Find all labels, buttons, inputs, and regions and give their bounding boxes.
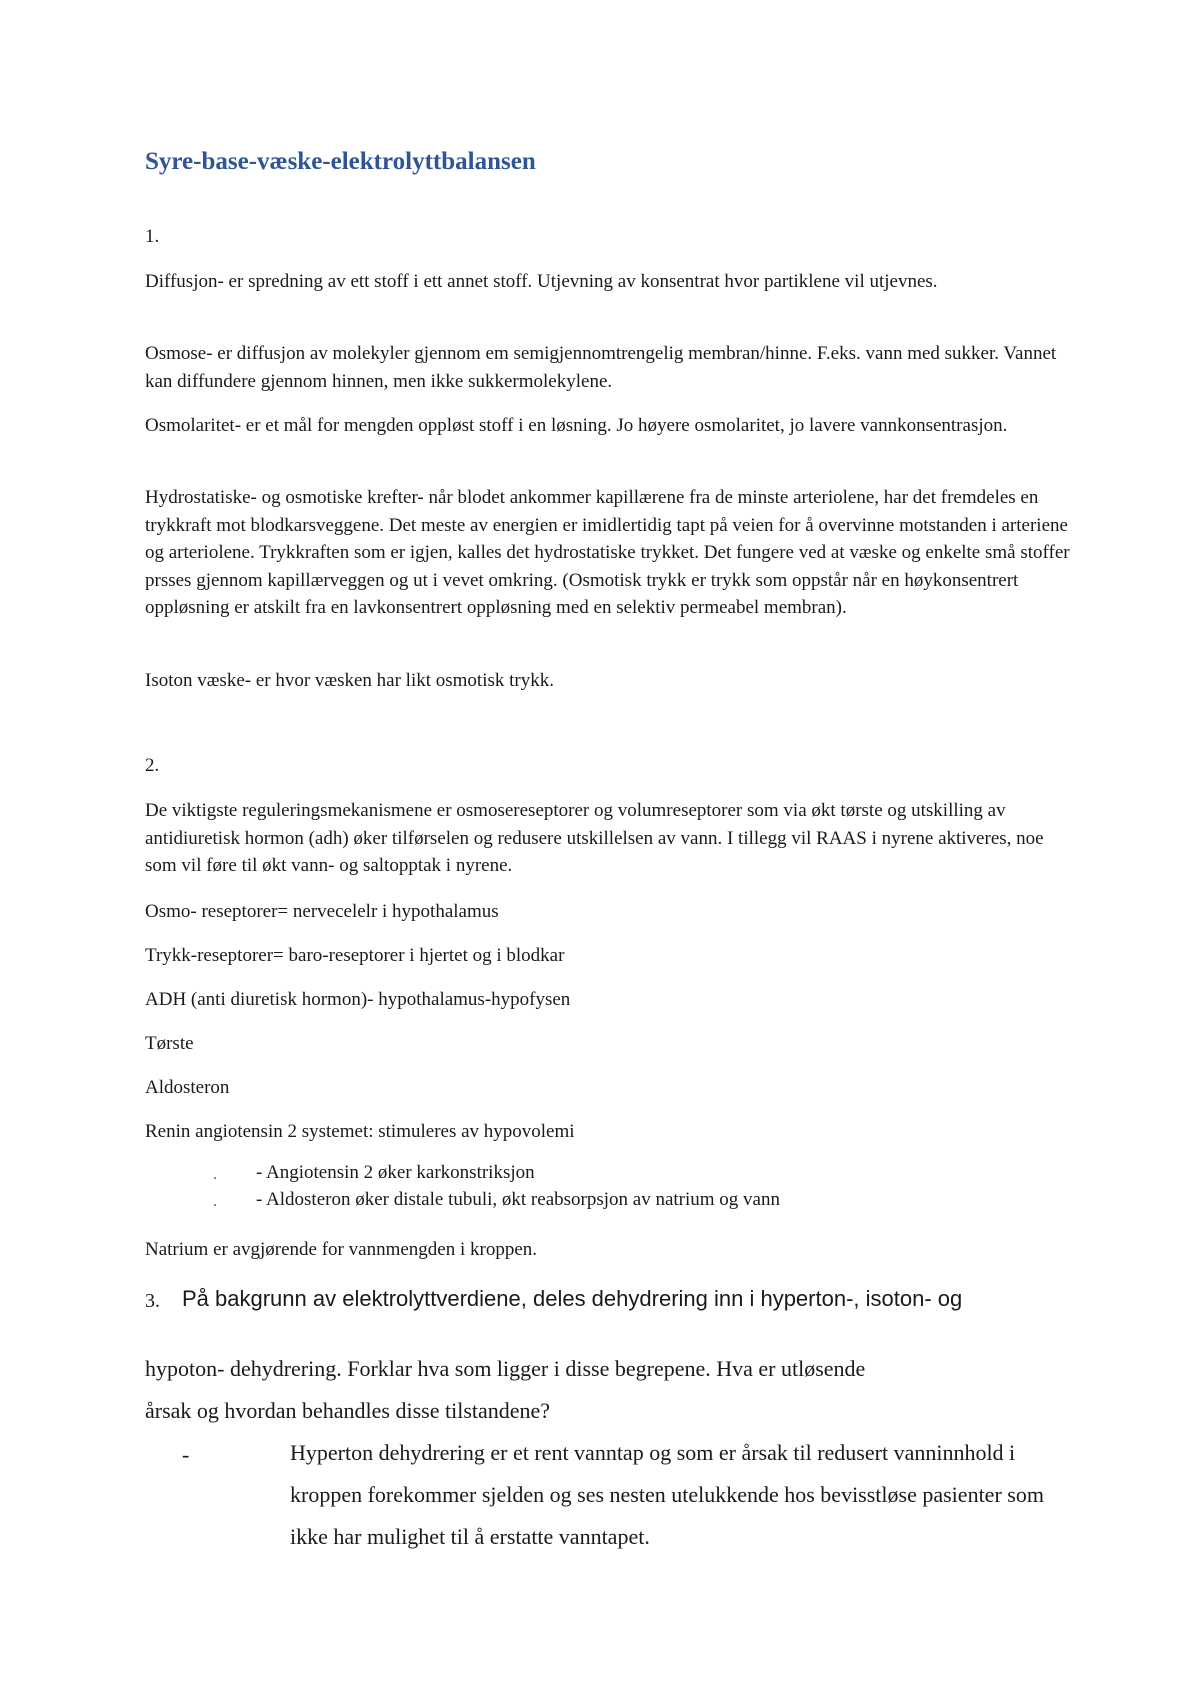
section-1-number: 1. [145,226,160,247]
line-osmo-reseptorer: Osmo- reseptorer= nervecelelr i hypothalamus [145,901,499,922]
line-aldosteron: Aldosteron [145,1077,230,1098]
section-2-number: 2. [145,755,160,776]
paragraph-isoton: Isoton væske- er hvor væsken har likt osmotisk trykk. [145,670,554,691]
document-title: Syre-base-væske-elektrolyttbalansen [145,148,536,175]
line-renin-angiotensin: Renin angiotensin 2 systemet: stimuleres av hypovolemi [145,1121,575,1142]
question-3-line-2: hypoton- dehydrering. Forklar hva som ligger i disse begrepene. Hva er utløsende [145,1356,866,1381]
answer-hyperton: Hyperton dehydrering er et rent vanntap og som er årsak til redusert vanninnhold i kroppen forekommer sjelden og ses nesten utelukkende hos bevisstløse pasienter som ikke har mulighet til å erstatte vanntapet. [290,1440,1044,1549]
question-3-line-3: årsak og hvordan behandles disse tilstandene? [145,1398,551,1423]
paragraph-natrium: Natrium er avgjørende for vannmengden i kroppen. [145,1239,538,1260]
bullet-marker: . [213,1193,217,1210]
section-3-number: 3. [145,1290,160,1312]
paragraph-osmolaritet: Osmolaritet- er et mål for mengden oppløst stoff i en løsning. Jo høyere osmolaritet, jo lavere vannkonsentrasjon. [145,415,1008,436]
line-torste: Tørste [145,1033,194,1054]
answer-dash: - [182,1442,190,1467]
paragraph-regulering: De viktigste reguleringsmekanismene er osmosereseptorer og volumreseptorer som via økt tørste og utskilling av antidiuretisk hormon (adh) øker tilførselen og redusere utskillelsen av vann. I tillegg vil RAAS i nyrene aktiveres, noe som vil føre til økt vann- og saltopptak i nyrene. [145,800,1044,876]
paragraph-diffusjon: Diffusjon- er spredning av ett stoff i ett annet stoff. Utjevning av konsentrat hvor partiklene vil utjevnes. [145,271,938,292]
bullet-marker: . [213,1166,217,1183]
paragraph-hydrostatiske: Hydrostatiske- og osmotiske krefter- når blodet ankommer kapillærene fra de minste arteriolene, har det fremdeles en trykkraft mot blodkarsveggene. Det meste av energien er imidlertidig tapt på veien for å overvinne motstanden i arteriene og arteriolene. Trykkraften som er igjen, kalles det hydrostatiske trykket. Det fungere ved at væske og enkelte små stoffer prsses gjennom kapillærveggen og ut i vevet omkring. (Osmotisk trykk er trykk som oppstår når en høykonsentrert oppløsning er atskilt fra en lavkonsentrert oppløsning med en selektiv permeabel membran). [145,487,1070,618]
paragraph-osmose: Osmose- er diffusjon av molekyler gjennom em semigjennomtrengelig membran/hinne. F.eks. vann med sukker. Vannet kan diffundere gjennom hinnen, men ikke sukkermolekylene. [145,343,1057,392]
line-trykk-reseptorer: Trykk-reseptorer= baro-reseptorer i hjertet og i blodkar [145,945,565,966]
bullet-aldosteron: - Aldosteron øker distale tubuli, økt reabsorpsjon av natrium og vann [256,1189,780,1210]
bullet-angiotensin: - Angiotensin 2 øker karkonstriksjon [256,1162,535,1183]
line-adh: ADH (anti diuretisk hormon)- hypothalamus-hypofysen [145,989,571,1010]
question-3-line-1: På bakgrunn av elektrolyttverdiene, deles dehydrering inn i hyperton-, isoton- og [182,1286,963,1311]
